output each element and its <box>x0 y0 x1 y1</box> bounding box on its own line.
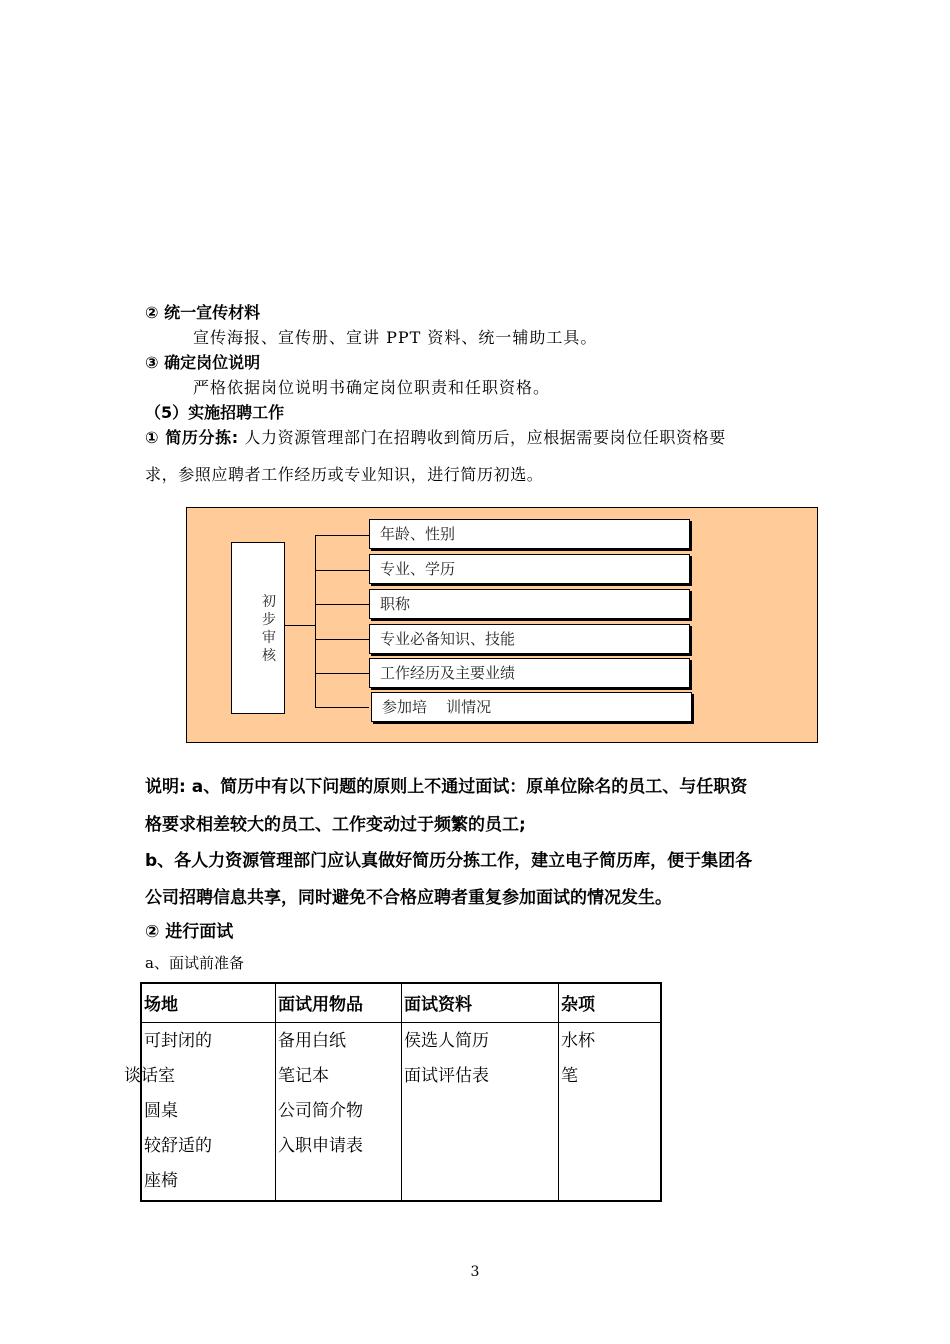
section-heading-recruitment: （5）实施招聘工作 <box>145 403 285 422</box>
note-line1-part-a: 说明: a、简历中有以下问题的原则上不通过面 <box>145 777 493 797</box>
connector-line <box>285 625 315 626</box>
connector-branch <box>315 707 369 708</box>
note-line3: b、各人力资源管理部门应认真做好简历分拣工作，建立电子简历库，便于集团各 <box>145 851 753 871</box>
note-line4 <box>145 883 672 908</box>
criteria-item: 专业、学历 <box>369 554 690 584</box>
connector-branch <box>315 604 369 605</box>
table-cell: 公司简介物 <box>278 1101 363 1121</box>
page-number: 3 <box>470 1264 480 1280</box>
table-cell: 谈话室 <box>124 1066 175 1086</box>
materials-text: 宣传海报、宣传册、宣讲 PPT 资料、统一辅助工具。 <box>193 328 598 347</box>
criteria-item: 职称 <box>369 589 690 619</box>
connector-branch <box>315 535 369 536</box>
section-heading-job-description: ③ 确定岗位说明 <box>145 353 261 372</box>
table-divider <box>558 984 559 1200</box>
connector-trunk <box>315 535 316 707</box>
table-cell: 可封闭的 <box>144 1031 212 1051</box>
connector-branch <box>315 639 369 640</box>
interview-prep-label: a、面试前准备 <box>145 954 244 972</box>
table-divider <box>275 984 276 1200</box>
interview-prep-table <box>124 982 662 1202</box>
table-header-divider <box>142 1022 660 1023</box>
connector-branch <box>315 673 369 674</box>
table-cell: 入职申请表 <box>278 1136 363 1156</box>
screening-diagram <box>186 507 818 743</box>
criteria-item: 年龄、性别 <box>369 519 690 549</box>
section-heading-interview: ② 进行面试 <box>145 922 234 942</box>
table-cell: 圆桌 <box>144 1101 178 1121</box>
note-line2: 格要求相差较大的员工、工作变动过于频繁的员工; <box>145 815 526 835</box>
note-line4-part-a: 公司招聘信息共享，同时避免不合格应聘者重复参加面 <box>145 888 553 908</box>
table-cell: 侯选人简历 <box>404 1031 489 1051</box>
criteria-item: 专业必备知识、技能 <box>369 624 690 654</box>
connector-branch <box>315 570 369 571</box>
resume-sorting-paragraph <box>145 425 726 448</box>
table-cell: 水杯 <box>561 1031 595 1051</box>
criteria-item: 参加培 训情况 <box>371 692 692 722</box>
resume-sorting-lead: ① 简历分拣: <box>145 428 239 447</box>
table-cell: 较舒适的 <box>144 1136 212 1156</box>
table-header-items: 面试用物品 <box>278 995 363 1015</box>
job-description-text: 严格依据岗位说明书确定岗位职责和任职资格。 <box>193 378 551 397</box>
initial-review-label: 初步审核 <box>262 594 276 664</box>
table-cell: 笔 <box>561 1066 578 1086</box>
note-line1 <box>145 772 747 797</box>
note-line4-part-b: 试的情况发生。 <box>553 888 672 908</box>
table-header-venue: 场地 <box>144 995 178 1015</box>
table-cell: 面试评估表 <box>404 1066 489 1086</box>
note-line1-part-b: 试：原单位除名的员工、与任职资 <box>492 777 748 797</box>
table-divider <box>401 984 402 1200</box>
table-cell: 座椅 <box>144 1171 178 1191</box>
table-cell: 备用白纸 <box>278 1031 346 1051</box>
resume-sorting-line2: 求，参照应聘者工作经历或专业知识，进行简历初选。 <box>145 465 544 484</box>
criteria-item: 工作经历及主要业绩 <box>369 658 690 688</box>
section-heading-materials: ② 统一宣传材料 <box>145 303 261 322</box>
initial-review-box <box>231 542 285 714</box>
table-header-misc: 杂项 <box>561 995 595 1015</box>
table-header-materials: 面试资料 <box>404 995 472 1015</box>
table-cell: 笔记本 <box>278 1066 329 1086</box>
resume-sorting-text: 人力资源管理部门在招聘收到简历后，应根据需要岗位任职资格要 <box>238 428 726 447</box>
